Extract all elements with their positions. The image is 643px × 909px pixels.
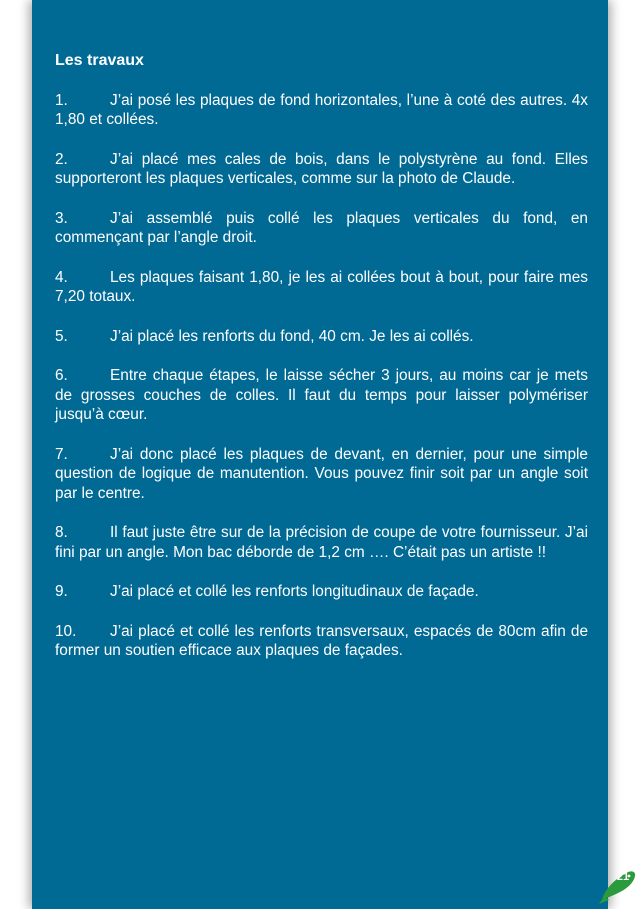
step-number: 7.: [55, 445, 68, 463]
step-item: [55, 150, 588, 189]
step-text: Il faut juste être sur de la précision de coupe de votre fournisseur. J’ai fini par un angle. Mon bac déborde de 1,2 cm …. C’était pas un artiste !!: [55, 524, 588, 561]
step-number: 5.: [55, 327, 68, 345]
step-item: [55, 582, 588, 602]
step-text: J’ai placé et collé les renforts transversaux, espacés de 80cm afin de former un soutien efficace aux plaques de façades.: [55, 622, 588, 659]
step-text: J’ai posé les plaques de fond horizontales, l’une à coté des autres. 4x 1,80 et collées.: [55, 91, 588, 128]
step-number: 8.: [55, 524, 68, 541]
step-item: [55, 622, 588, 661]
step-item: [55, 209, 588, 248]
step-text: J’ai assemblé puis collé les plaques verticales du fond, en commençant par l’angle droit.: [55, 209, 588, 246]
step-number: 2.: [55, 150, 68, 168]
step-number: 9.: [55, 583, 68, 600]
step-text: J’ai placé mes cales de bois, dans le polystyrène au fond. Elles supporteront les plaques verticales, comme sur la photo de Claude.: [55, 150, 588, 187]
step-text: J’ai placé et collé les renforts longitudinaux de façade.: [110, 583, 479, 600]
page-number: 21: [616, 871, 630, 883]
step-text: J’ai donc placé les plaques de devant, en dernier, pour une simple question de logique de manutention. Vous pouvez finir soit par un angle soit par le centre.: [55, 445, 588, 502]
step-item: [55, 91, 588, 130]
step-number: 6.: [55, 367, 68, 384]
step-item: [55, 327, 588, 347]
step-number: 10.: [55, 622, 77, 640]
step-number: 4.: [55, 268, 68, 286]
step-item: [55, 523, 588, 562]
article-body: [55, 51, 588, 681]
step-number: 3.: [55, 209, 68, 227]
step-number: 1.: [55, 91, 68, 109]
step-text: J’ai placé les renforts du fond, 40 cm. Je les ai collés.: [110, 327, 474, 345]
step-text: Les plaques faisant 1,80, je les ai collées bout à bout, pour faire mes 7,20 totaux.: [55, 268, 588, 305]
step-item: [55, 366, 588, 425]
step-item: [55, 445, 588, 504]
step-item: [55, 268, 588, 307]
section-title: Les travaux: [55, 52, 144, 69]
step-text: Entre chaque étapes, le laisse sécher 3 jours, au moins car je mets de grosses couches de colles. Il faut du temps pour laisser polymériser jusqu’à cœur.: [55, 367, 588, 423]
